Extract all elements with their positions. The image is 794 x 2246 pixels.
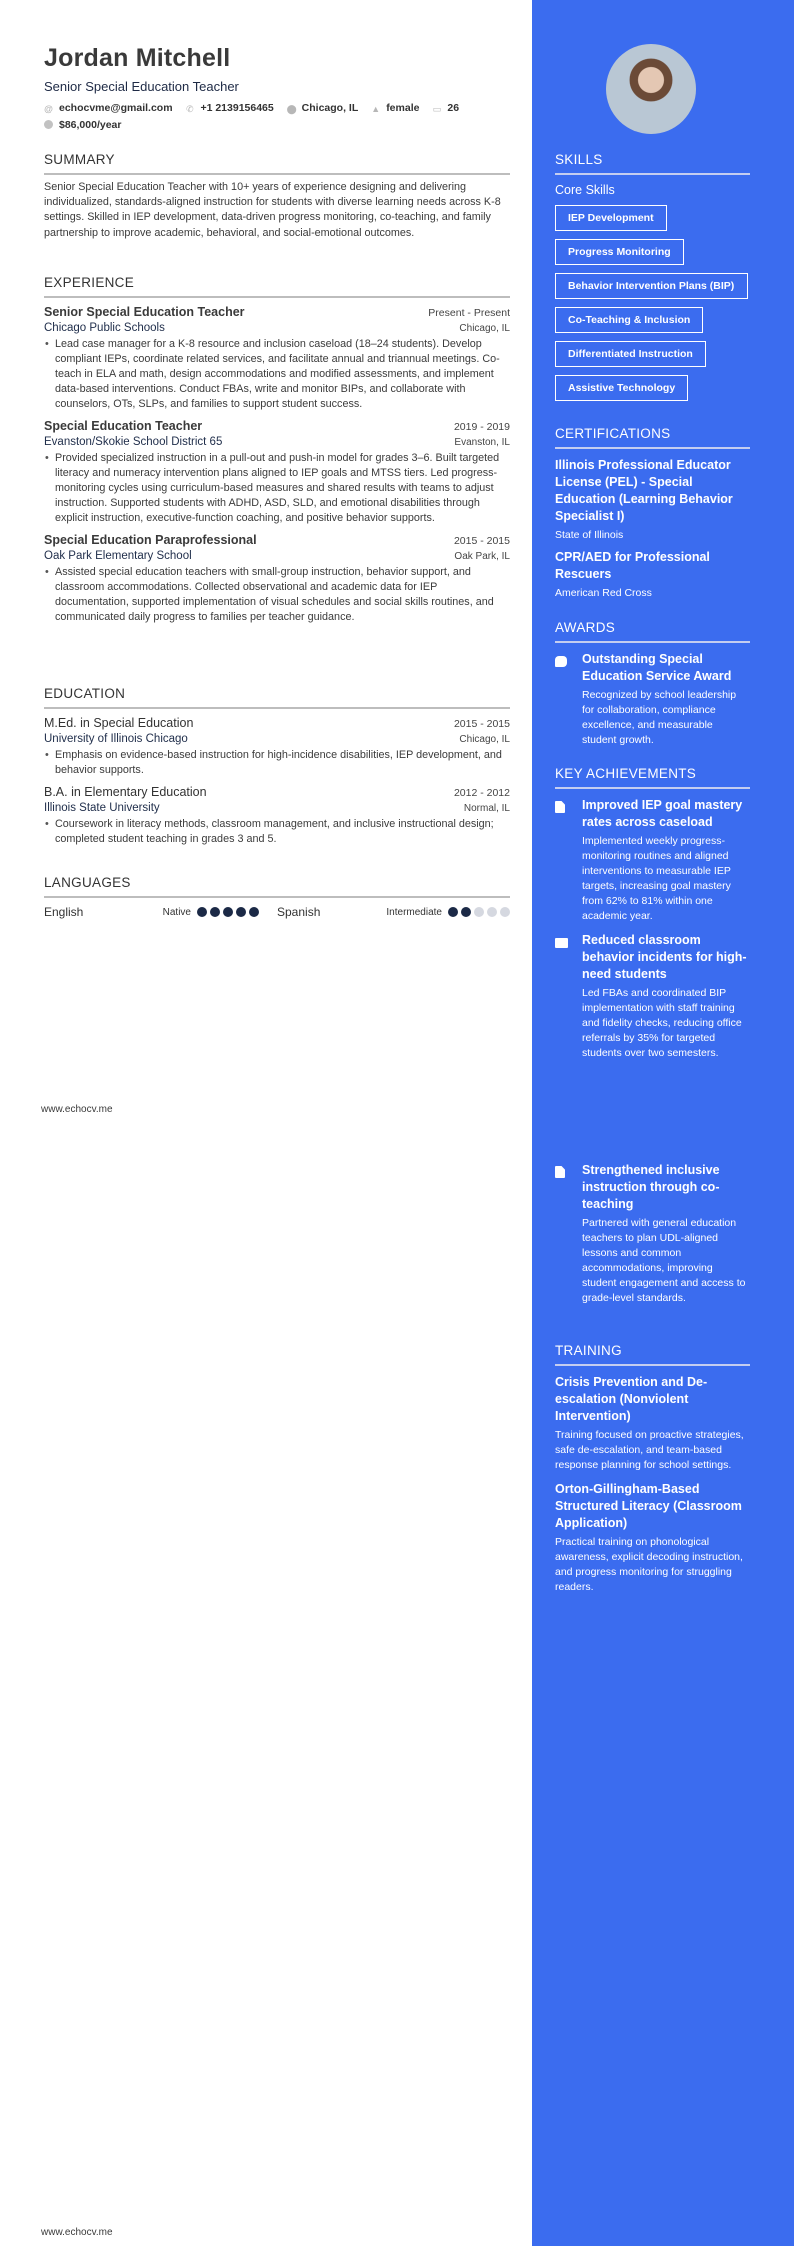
footer-link[interactable]: www.echocv.me — [41, 1104, 113, 1115]
divider — [44, 296, 510, 298]
bullet: • Emphasis on evidence-based instruction for high-incidence disabilities, IEP development, and behavior supports. — [44, 748, 510, 778]
contact-age: ▭ 26 — [432, 102, 460, 114]
skill-tag: Assistive Technology — [555, 375, 688, 401]
location: Evanston, IL — [454, 437, 510, 448]
at-icon: @ — [44, 104, 53, 114]
document-icon — [555, 801, 565, 813]
calendar-icon: ▭ — [432, 104, 442, 114]
education-section — [44, 686, 510, 847]
divider — [555, 1364, 750, 1366]
achievement-title: Reduced classroom behavior incidents for high-need students — [582, 933, 747, 981]
contact-email[interactable]: @ echocvme@gmail.com — [44, 102, 173, 114]
role: Senior Special Education Teacher — [44, 305, 245, 319]
skill-tag: Behavior Intervention Plans (BIP) — [555, 273, 748, 299]
divider — [44, 707, 510, 709]
degree: B.A. in Elementary Education — [44, 785, 207, 799]
dates: 2015 - 2015 — [453, 718, 510, 730]
award-title: Outstanding Special Education Service Award — [582, 652, 732, 683]
footer-link[interactable]: www.echocv.me — [41, 2227, 113, 2238]
skill-tag: Co-Teaching & Inclusion — [555, 307, 703, 333]
divider — [555, 787, 750, 789]
divider — [44, 173, 510, 175]
achievement-description: Implemented weekly progress-monitoring routines and aligned interventions to measurable IEP targets, increasing goal mastery from 62% to 81% within one academic year. — [582, 835, 731, 922]
organization: Oak Park Elementary School — [44, 550, 192, 562]
experience-entry — [44, 533, 510, 625]
document-icon — [555, 1166, 565, 1178]
section-title: SUMMARY — [44, 152, 115, 167]
location: Chicago, IL — [459, 734, 510, 745]
divider — [555, 641, 750, 643]
achievement-title: Strengthened inclusive instruction through co-teaching — [582, 1163, 720, 1211]
skill-tag: Differentiated Instruction — [555, 341, 706, 367]
skills-section — [555, 152, 750, 401]
person-icon: ▲ — [371, 104, 381, 114]
language-name: English — [44, 905, 84, 919]
divider — [44, 896, 510, 898]
section-title: AWARDS — [555, 620, 616, 635]
certification-name: Illinois Professional Educator License (PEL) - Special Education (Learning Behavior Specialist I) — [555, 458, 733, 523]
education-entry — [44, 716, 510, 778]
organization: Evanston/Skokie School District 65 — [44, 436, 223, 448]
certifications-section — [555, 426, 750, 599]
achievement-description: Led FBAs and coordinated BIP implementation with staff training and fidelity checks, reducing office referrals by 35% for targeted students over two semesters. — [582, 987, 742, 1059]
section-title: SKILLS — [555, 152, 603, 167]
achievements-continued — [555, 1162, 750, 1306]
divider — [555, 447, 750, 449]
organization: Chicago Public Schools — [44, 322, 165, 334]
location: Chicago, IL — [459, 323, 510, 334]
speech-bubble-icon — [555, 656, 567, 667]
school: Illinois State University — [44, 802, 160, 814]
dates: Present - Present — [428, 307, 510, 319]
role: Special Education Paraprofessional — [44, 533, 257, 547]
dates: 2019 - 2019 — [453, 421, 510, 433]
summary-section — [44, 152, 510, 241]
achievement-item — [555, 932, 750, 1061]
contact-salary: $86,000/year — [44, 117, 121, 134]
location: Normal, IL — [463, 803, 510, 814]
dates: 2015 - 2015 — [453, 535, 510, 547]
location: Oak Park, IL — [454, 551, 510, 562]
award-item — [555, 651, 750, 748]
degree: M.Ed. in Special Education — [44, 716, 194, 730]
achievement-item — [555, 797, 750, 924]
certification-issuer: American Red Cross — [555, 587, 652, 599]
dates: 2012 - 2012 — [453, 787, 510, 799]
monitor-icon — [555, 938, 568, 948]
section-title: EXPERIENCE — [44, 275, 135, 290]
experience-entry — [44, 305, 510, 412]
training-description: Practical training on phonological awareness, explicit decoding instruction, and progress monitoring for struggling readers. — [555, 1536, 743, 1593]
section-title: KEY ACHIEVEMENTS — [555, 766, 697, 781]
education-entry — [44, 785, 510, 847]
language-level: Native — [162, 906, 191, 918]
divider — [555, 173, 750, 175]
award-description: Recognized by school leadership for collaboration, compliance excellence, and measurable student growth. — [582, 689, 737, 746]
experience-section — [44, 275, 510, 625]
certification-issuer: State of Illinois — [555, 529, 624, 541]
training-section — [555, 1343, 750, 1595]
training-description: Training focused on proactive strategies, safe de-escalation, and team-based response planning for school settings. — [555, 1429, 744, 1471]
dot-filled — [223, 907, 233, 917]
training-title: Orton-Gillingham-Based Structured Literacy (Classroom Application) — [555, 1482, 742, 1530]
section-title: CERTIFICATIONS — [555, 426, 671, 441]
dot-filled — [210, 907, 220, 917]
dot-empty — [487, 907, 497, 917]
section-title: EDUCATION — [44, 686, 126, 701]
dot-filled — [448, 907, 458, 917]
contact-phone[interactable]: ✆ +1 2139156465 — [186, 102, 274, 114]
achievement-item — [555, 1162, 750, 1306]
language-item — [277, 905, 510, 919]
bullet: • Provided specialized instruction in a pull-out and push-in model for grades 3–6. Built targeted literacy and numeracy intervention plans aligned to IEP goals and MTSS tiers. Led progress-monitoring cycles using curriculum-based measures and shared results with teams to adjust instruction. Supported students with ADHD, ASD, SLD, and emotional disabilities through explicit instruction, executive-function coaching, and positive behavior supports. — [44, 451, 510, 526]
proficiency-dots — [197, 907, 259, 917]
skill-tag: IEP Development — [555, 205, 667, 231]
awards-section — [555, 620, 750, 748]
location-pin-icon: ⬤ — [286, 104, 297, 114]
contact-location: ⬤ Chicago, IL — [286, 102, 359, 114]
profile-photo — [606, 44, 696, 134]
language-name: Spanish — [277, 905, 321, 919]
candidate-name: Jordan Mitchell — [44, 44, 231, 72]
languages-section — [44, 875, 510, 919]
dot-filled — [236, 907, 246, 917]
salary-icon — [44, 120, 53, 129]
dot-empty — [474, 907, 484, 917]
bullet: • Assisted special education teachers with small-group instruction, behavior support, and classroom accommodations. Collected observational and academic data for IEP documentation, supported implementation of visual schedules and social skills routines, and communicated daily progress to families per teacher guidance. — [44, 565, 510, 625]
skills-subhead: Core Skills — [555, 183, 615, 197]
section-title: LANGUAGES — [44, 875, 131, 890]
summary-text: Senior Special Education Teacher with 10+ years of experience designing and delivering individualized, standards-aligned instruction for students with diverse learning needs across K-8 settings. Skilled in IEP development, data-driven progress monitoring, co-teaching, and family partnership to improve academic, behavioral, and social-emotional outcomes. — [44, 181, 501, 239]
job-title: Senior Special Education Teacher — [44, 79, 239, 94]
achievement-description: Partnered with general education teachers to plan UDL-aligned lessons and common accommodations, improving student engagement and access to grade-level standards. — [582, 1217, 746, 1304]
certification-name: CPR/AED for Professional Rescuers — [555, 550, 710, 581]
dot-filled — [461, 907, 471, 917]
contact-info — [44, 100, 510, 134]
proficiency-dots — [448, 907, 510, 917]
skill-tag: Progress Monitoring — [555, 239, 684, 265]
achievements-section — [555, 766, 750, 1061]
phone-icon: ✆ — [186, 104, 194, 114]
school: University of Illinois Chicago — [44, 733, 188, 745]
language-level: Intermediate — [386, 906, 442, 918]
dot-filled — [197, 907, 207, 917]
bullet: • Coursework in literacy methods, classroom management, and inclusive instructional design; completed student teaching in grades 3 and 5. — [44, 817, 510, 847]
dot-empty — [500, 907, 510, 917]
role: Special Education Teacher — [44, 419, 203, 433]
section-title: TRAINING — [555, 1343, 622, 1358]
contact-gender: ▲ female — [371, 102, 420, 114]
language-item — [44, 905, 277, 919]
dot-filled — [249, 907, 259, 917]
bullet: • Lead case manager for a K-8 resource and inclusion caseload (18–24 students). Develop compliant IEPs, coordinate related services, and facilitate annual and triannual meetings. Co-teach in ELA and math, design accommodations and modified assessments, and implement data-based interventions. Conduct FBAs, write and monitor BIPs, and collaborate with counselors, OTs, SLPs, and families to support student success. — [44, 337, 510, 412]
achievement-title: Improved IEP goal mastery rates across caseload — [582, 798, 743, 829]
experience-entry — [44, 419, 510, 526]
training-title: Crisis Prevention and De-escalation (Nonviolent Intervention) — [555, 1375, 708, 1423]
